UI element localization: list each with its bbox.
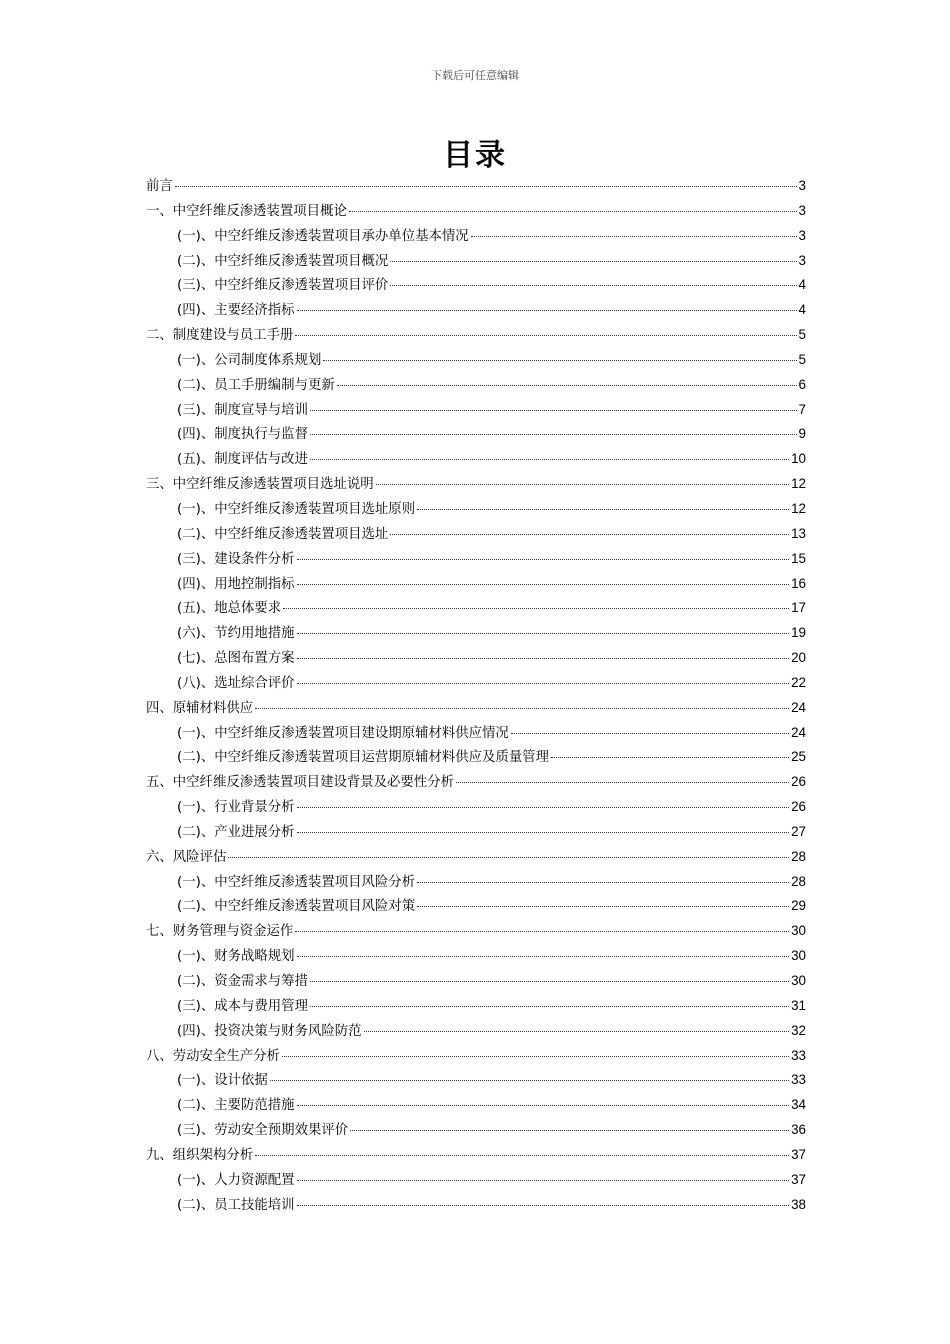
toc-entry-page[interactable]: 24 [791,699,806,715]
toc-entry-label[interactable]: (五)、地总体要求 [177,601,282,617]
toc-entry[interactable] [146,175,806,200]
toc-dot-leader [417,509,789,510]
toc-entry-label[interactable]: 前言 [146,179,173,194]
toc-entry[interactable] [146,473,806,498]
toc-entry-label[interactable]: 三、中空纤维反渗透装置项目选址说明 [146,477,374,493]
toc-entry-page[interactable]: 24 [791,724,806,740]
toc-entry[interactable] [146,299,806,324]
toc-entry[interactable] [146,1069,806,1094]
toc-entry-page[interactable]: 10 [791,451,806,467]
toc-dot-leader [390,261,796,262]
toc-entry[interactable] [146,448,806,473]
toc-dot-leader [471,236,797,237]
toc-entry[interactable] [146,945,806,970]
toc-dot-leader [297,683,790,684]
toc-entry[interactable] [146,597,806,622]
toc-entry-page[interactable]: 17 [791,600,806,616]
toc-entry-label[interactable]: (二)、主要防范措施 [177,1098,295,1114]
table-of-contents [146,175,806,1218]
toc-dot-leader [310,459,789,460]
toc-entry-label[interactable]: (一)、设计依据 [177,1073,268,1089]
toc-entry-page[interactable]: 37 [791,1146,806,1162]
toc-entry[interactable] [146,498,806,523]
toc-entry-label[interactable]: 五、中空纤维反渗透装置项目建设背景及必要性分析 [146,775,454,791]
toc-dot-leader [551,757,789,758]
toc-entry[interactable] [146,970,806,995]
toc-entry[interactable] [146,548,806,573]
toc-entry-page[interactable]: 26 [791,799,806,815]
toc-entry-label[interactable]: (二)、员工技能培训 [177,1197,295,1213]
toc-entry[interactable] [146,324,806,349]
toc-entry-page[interactable]: 12 [791,476,806,492]
toc-title: 目录 [443,138,507,173]
toc-entry[interactable] [146,672,806,697]
toc-entry-page[interactable]: 30 [791,923,806,939]
toc-entry-page[interactable]: 15 [791,550,806,566]
toc-entry-page[interactable]: 30 [791,973,806,988]
toc-entry-page[interactable]: 38 [791,1196,806,1212]
toc-entry-page[interactable]: 12 [791,500,806,516]
toc-dot-leader [295,335,796,336]
toc-entry-label[interactable]: (三)、中空纤维反渗透装置项目评价 [177,278,389,294]
toc-entry-label[interactable]: (一)、中空纤维反渗透装置项目建设期原辅材料供应情况 [177,725,509,741]
toc-entry-page[interactable]: 16 [791,575,806,591]
toc-entry-label[interactable]: (一)、中空纤维反渗透装置项目选址原则 [177,501,416,517]
toc-dot-leader [297,832,790,833]
toc-entry-page[interactable]: 4 [798,302,806,318]
toc-entry[interactable] [146,871,806,896]
toc-entry[interactable] [146,274,806,299]
toc-entry[interactable] [146,697,806,722]
toc-entry-page[interactable]: 5 [798,327,806,343]
toc-entry-page[interactable]: 5 [798,351,806,367]
toc-entry[interactable] [146,771,806,796]
toc-entry-page[interactable]: 25 [791,749,806,765]
toc-dot-leader [297,1180,790,1181]
toc-entry[interactable] [146,423,806,448]
toc-entry[interactable] [146,1169,806,1194]
toc-entry-label[interactable]: 二、制度建设与员工手册 [146,328,294,344]
toc-dot-leader [310,434,797,435]
toc-entry-page[interactable]: 36 [791,1122,806,1138]
toc-dot-leader [283,608,789,609]
toc-entry-label[interactable]: (四)、制度执行与监督 [177,427,308,443]
header-note: 下载后可任意编辑 [431,69,519,82]
toc-dot-leader [297,956,790,957]
toc-entry[interactable] [146,349,806,374]
toc-entry-page[interactable]: 22 [791,674,806,690]
toc-entry[interactable] [146,1119,806,1144]
toc-entry-label[interactable]: (一)、财务战略规划 [177,949,295,965]
toc-entry-label[interactable]: (四)、主要经济指标 [177,303,295,319]
toc-entry[interactable] [146,573,806,598]
toc-entry-page[interactable]: 26 [791,774,806,790]
toc-dot-leader [323,360,796,361]
toc-entry-page[interactable]: 34 [791,1097,806,1113]
toc-dot-leader [297,658,790,659]
toc-entry-page[interactable]: 9 [798,426,806,442]
toc-dot-leader [255,1155,789,1156]
toc-entry-label[interactable]: (二)、中空纤维反渗透装置项目选址 [177,526,389,542]
toc-entry-page[interactable]: 20 [791,650,806,666]
toc-dot-leader [364,1031,790,1032]
toc-entry-page[interactable]: 37 [791,1171,806,1187]
toc-entry[interactable] [146,1020,806,1045]
toc-entry-page[interactable]: 3 [798,252,806,268]
toc-entry[interactable] [146,622,806,647]
toc-entry[interactable] [146,250,806,275]
toc-entry-page[interactable]: 28 [791,848,806,864]
toc-entry-page[interactable]: 30 [791,948,806,964]
toc-dot-leader [270,1080,789,1081]
toc-dot-leader [297,633,790,634]
toc-entry-label[interactable]: 一、中空纤维反渗透装置项目概论 [146,203,347,219]
toc-entry-label[interactable]: (四)、投资决策与财务风险防范 [177,1023,362,1039]
toc-entry-label[interactable]: (三)、成本与费用管理 [177,998,308,1014]
toc-entry-page[interactable]: 33 [791,1072,806,1088]
toc-entry-page[interactable]: 27 [791,823,806,839]
toc-dot-leader [511,733,789,734]
toc-entry-label[interactable]: (六)、节约用地措施 [177,626,295,642]
toc-dot-leader [228,857,789,858]
toc-entry[interactable] [146,1144,806,1169]
toc-dot-leader [255,708,789,709]
toc-entry[interactable] [146,523,806,548]
toc-entry-page[interactable]: 28 [791,873,806,889]
toc-dot-leader [297,807,790,808]
toc-entry-label[interactable]: (三)、制度宣导与培训 [177,402,308,418]
toc-dot-leader [282,1056,789,1057]
toc-dot-leader [349,211,797,212]
toc-entry-label[interactable]: (一)、行业背景分析 [177,800,295,816]
toc-dot-leader [297,310,797,311]
toc-entry-label[interactable]: (四)、用地控制指标 [177,576,295,592]
toc-dot-leader [175,186,797,187]
toc-dot-leader [417,882,789,883]
toc-entry[interactable] [146,399,806,424]
toc-dot-leader [297,1205,790,1206]
toc-entry-page[interactable]: 6 [798,376,806,392]
toc-dot-leader [310,1006,789,1007]
toc-entry[interactable] [146,225,806,250]
toc-dot-leader [297,584,790,585]
toc-entry-label[interactable]: 八、劳动安全生产分析 [146,1048,280,1064]
toc-entry-page[interactable]: 33 [791,1047,806,1063]
toc-entry-label[interactable]: (二)、中空纤维反渗透装置项目概况 [177,253,389,269]
toc-entry-label[interactable]: 九、组织架构分析 [146,1147,254,1163]
toc-entry[interactable] [146,846,806,871]
toc-entry-label[interactable]: (二)、中空纤维反渗透装置项目运营期原辅材料供应及质量管理 [177,750,549,766]
toc-entry-label[interactable]: (三)、劳动安全预期效果评价 [177,1123,349,1139]
toc-entry-page[interactable]: 3 [798,227,806,243]
toc-entry[interactable] [146,920,806,945]
toc-entry-page[interactable]: 4 [798,277,806,293]
toc-entry[interactable] [146,796,806,821]
toc-entry-label[interactable]: (二)、资金需求与筹措 [177,974,308,989]
toc-dot-leader [417,906,789,907]
toc-dot-leader [390,534,789,535]
toc-dot-leader [376,484,789,485]
toc-entry-page[interactable]: 7 [798,401,806,417]
toc-dot-leader [350,1130,789,1131]
toc-entry-page[interactable]: 13 [791,525,806,541]
toc-entry-label[interactable]: (五)、制度评估与改进 [177,452,308,468]
toc-entry-label[interactable]: (二)、中空纤维反渗透装置项目风险对策 [177,899,416,915]
toc-entry[interactable] [146,647,806,672]
toc-dot-leader [297,559,790,560]
toc-entry[interactable] [146,821,806,846]
toc-entry[interactable] [146,895,806,920]
toc-entry-label[interactable]: (一)、人力资源配置 [177,1172,295,1188]
toc-entry-label[interactable]: 四、原辅材料供应 [146,700,254,716]
toc-dot-leader [337,385,797,386]
toc-dot-leader [297,1105,790,1106]
toc-entry-page[interactable]: 3 [798,178,806,193]
toc-entry-label[interactable]: (二)、产业进展分析 [177,824,295,840]
toc-dot-leader [390,285,796,286]
toc-entry-label[interactable]: (八)、选址综合评价 [177,675,295,691]
toc-dot-leader [310,410,797,411]
toc-entry-label[interactable]: (二)、员工手册编制与更新 [177,377,335,393]
toc-entry[interactable] [146,746,806,771]
toc-dot-leader [295,931,789,932]
toc-entry-label[interactable]: 六、风险评估 [146,849,227,865]
toc-entry-label[interactable]: (一)、中空纤维反渗透装置项目承办单位基本情况 [177,228,469,244]
toc-entry-page[interactable]: 31 [791,997,806,1013]
toc-entry-page[interactable]: 32 [791,1022,806,1038]
toc-entry-label[interactable]: (七)、总图布置方案 [177,651,295,667]
toc-entry[interactable] [146,1194,806,1219]
toc-entry[interactable] [146,1094,806,1119]
toc-dot-leader [456,782,789,783]
toc-entry-label[interactable]: 七、财务管理与资金运作 [146,924,294,940]
toc-entry[interactable] [146,1045,806,1070]
toc-dot-leader [310,981,789,982]
toc-entry-page[interactable]: 19 [791,625,806,641]
toc-entry-label[interactable]: (三)、建设条件分析 [177,551,295,567]
toc-entry-label[interactable]: (一)、中空纤维反渗透装置项目风险分析 [177,874,416,890]
toc-entry[interactable] [146,200,806,225]
toc-entry-page[interactable]: 29 [791,898,806,914]
toc-entry-label[interactable]: (一)、公司制度体系规划 [177,352,322,368]
toc-entry[interactable] [146,374,806,399]
toc-entry[interactable] [146,995,806,1020]
toc-entry[interactable] [146,722,806,747]
toc-entry-page[interactable]: 3 [798,202,806,218]
